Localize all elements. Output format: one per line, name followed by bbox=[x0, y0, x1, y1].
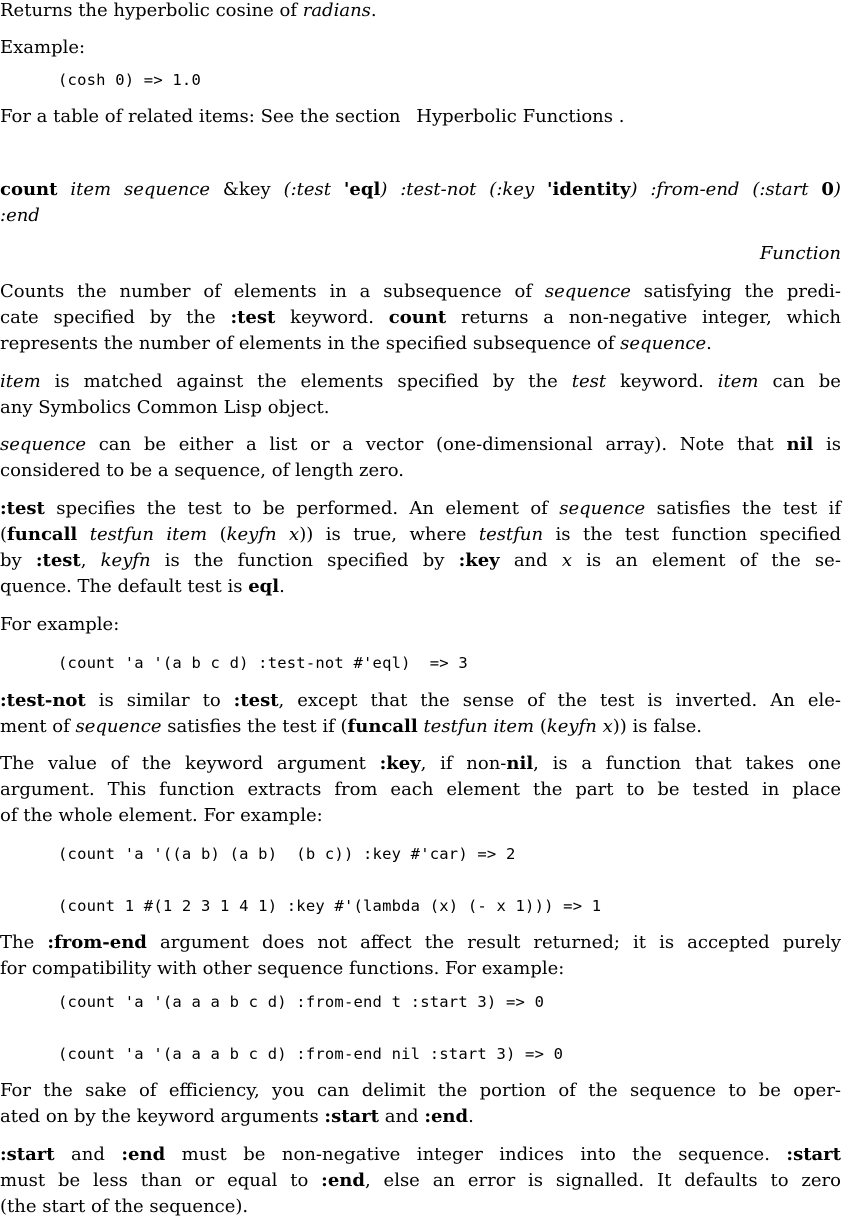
signature-part: :end bbox=[0, 205, 40, 226]
intro-line bbox=[0, 0, 841, 22]
text: returns a non-negative integer, which bbox=[461, 307, 841, 328]
text: specifies the test to be performed. An element of bbox=[56, 498, 548, 519]
text: must be less than or equal to bbox=[0, 1170, 309, 1191]
text: x bbox=[561, 550, 572, 571]
text: testfun item bbox=[89, 524, 208, 545]
paragraph-line bbox=[0, 281, 841, 303]
example-label: Example: bbox=[0, 37, 86, 58]
text: satisfies the test if ( bbox=[167, 716, 348, 737]
paragraph-line bbox=[0, 716, 841, 738]
paragraph-line bbox=[0, 550, 841, 572]
text: :test bbox=[233, 690, 279, 711]
code-example-test-not: (count 'a '(a b c d) :test-not #'eql) => 3 bbox=[58, 654, 468, 672]
text: can be either a list or a vector (one-dimensional array). Note that bbox=[98, 434, 774, 455]
paragraph-line bbox=[0, 1106, 841, 1128]
paragraph-line bbox=[0, 576, 841, 598]
function-signature bbox=[0, 179, 841, 201]
text: , is a function that takes one bbox=[533, 753, 841, 774]
text: argument does not affect the result returned; it is accepted purely bbox=[159, 932, 841, 953]
text: :test bbox=[230, 307, 276, 328]
code-example-from-end-nil: (count 'a '(a a a b c d) :from-end nil :start 3) => 0 bbox=[58, 1045, 564, 1063]
text: and bbox=[384, 1106, 419, 1127]
text: testfun item bbox=[423, 716, 535, 737]
text: . bbox=[706, 333, 712, 354]
text: . bbox=[279, 576, 285, 597]
paragraph-line: (the start of the sequence). bbox=[0, 1196, 249, 1217]
text: test bbox=[571, 371, 607, 392]
text: can be bbox=[772, 371, 841, 392]
text: is the test function specified bbox=[555, 524, 841, 545]
text: sequence bbox=[0, 434, 86, 455]
text: The value of the keyword argument bbox=[0, 753, 366, 774]
text: Returns the hyperbolic cosine of bbox=[0, 0, 297, 21]
text: represents the number of elements in the specified subsequence of bbox=[0, 333, 615, 354]
entry-type-label: Function bbox=[759, 243, 841, 264]
entry-type bbox=[0, 243, 841, 265]
text: ment of bbox=[0, 716, 70, 737]
text: ( bbox=[219, 524, 227, 545]
text: :end bbox=[321, 1170, 365, 1191]
code-example-key-car: (count 'a '((a b) (a b) (b c)) :key #'car) => 2 bbox=[58, 845, 516, 863]
text: funcall bbox=[7, 524, 78, 545]
code-example-from-end-t: (count 'a '(a a a b c d) :from-end t :start 3) => 0 bbox=[58, 993, 545, 1011]
paragraph-line bbox=[0, 434, 841, 456]
text: , bbox=[80, 550, 87, 571]
text: , except that the sense of the test is inverted. An ele- bbox=[278, 690, 841, 711]
text: :test bbox=[35, 550, 81, 571]
paragraph-line: any Symbolics Common Lisp object. bbox=[0, 397, 330, 418]
signature-part: ) :from-end (:start bbox=[630, 179, 809, 200]
signature-part: 0 bbox=[821, 179, 834, 200]
text: . bbox=[618, 106, 625, 127]
signature-part: ) bbox=[833, 179, 841, 200]
text: keyfn bbox=[100, 550, 151, 571]
paragraph-line: considered to be a sequence, of length zero. bbox=[0, 460, 405, 481]
text: ated on by the keyword arguments bbox=[0, 1106, 319, 1127]
paragraph-line bbox=[0, 690, 841, 712]
for-example-label: For example: bbox=[0, 614, 120, 635]
text: is matched against the elements specified by the bbox=[54, 371, 558, 392]
text: keyword. bbox=[620, 371, 704, 392]
text: sequence bbox=[620, 333, 707, 354]
text: eql bbox=[248, 576, 280, 597]
paragraph-line: for compatibility with other sequence functions. For example: bbox=[0, 958, 565, 979]
text: :key bbox=[379, 753, 421, 774]
text: :key bbox=[458, 550, 500, 571]
text: :from-end bbox=[47, 932, 147, 953]
paragraph-line: of the whole element. For example: bbox=[0, 805, 323, 826]
text: quence. The default test is bbox=[0, 576, 243, 597]
text: sequence bbox=[559, 498, 646, 519]
text: by bbox=[0, 550, 22, 571]
text: )) is false. bbox=[612, 716, 702, 737]
text: funcall bbox=[347, 716, 418, 737]
text: nil bbox=[786, 434, 814, 455]
signature-part: 'identity bbox=[547, 179, 631, 200]
text: :test bbox=[0, 498, 45, 519]
text: :start bbox=[786, 1144, 841, 1165]
param-radians: radians bbox=[302, 0, 371, 21]
see-also-line bbox=[0, 106, 841, 128]
text: ( bbox=[0, 524, 8, 545]
text: :start bbox=[324, 1106, 379, 1127]
text: nil bbox=[506, 753, 534, 774]
paragraph-line bbox=[0, 1144, 841, 1166]
paragraph-line bbox=[0, 498, 841, 520]
function-name: count bbox=[0, 179, 58, 200]
text: . bbox=[370, 0, 377, 21]
text: keyfn x bbox=[546, 716, 613, 737]
paragraph-line bbox=[0, 371, 841, 393]
text: Counts the number of elements in a subsequence of bbox=[0, 281, 532, 302]
code-example-key-lambda: (count 1 #(1 2 3 1 4 1) :key #'(lambda (x) (- x 1))) => 1 bbox=[58, 897, 602, 915]
text: item bbox=[0, 371, 41, 392]
text: keyfn x bbox=[226, 524, 300, 545]
signature-part: (:test bbox=[283, 179, 332, 200]
text: :start bbox=[0, 1144, 55, 1165]
paragraph-line bbox=[0, 524, 841, 546]
paragraph-line: argument. This function extracts from each element the part to be tested in place bbox=[0, 779, 841, 800]
text: , else an error is signalled. It defaults to zero bbox=[364, 1170, 841, 1191]
text: is similar to bbox=[98, 690, 221, 711]
text: testfun bbox=[478, 524, 544, 545]
paragraph-line bbox=[0, 307, 841, 329]
text: :end bbox=[424, 1106, 469, 1127]
text: The bbox=[0, 932, 35, 953]
text: ( bbox=[539, 716, 547, 737]
paragraph-line bbox=[0, 753, 841, 775]
paragraph-line bbox=[0, 1170, 841, 1192]
signature-part: &key bbox=[222, 179, 271, 200]
text: keyword. bbox=[290, 307, 374, 328]
signature-part: item sequence bbox=[70, 179, 210, 200]
text: , if non- bbox=[420, 753, 507, 774]
code-example-cosh: (cosh 0) => 1.0 bbox=[58, 71, 201, 89]
paragraph-line bbox=[0, 932, 841, 954]
text: sequence bbox=[544, 281, 631, 302]
text: For a table of related items: See the section bbox=[0, 106, 401, 127]
signature-part: 'eql bbox=[343, 179, 381, 200]
text: :end bbox=[121, 1144, 166, 1165]
text: is an element of the se- bbox=[586, 550, 841, 571]
signature-part: ) :test-not (:key bbox=[380, 179, 535, 200]
text: is bbox=[825, 434, 841, 455]
text: count bbox=[388, 307, 447, 328]
text: and bbox=[513, 550, 548, 571]
text: sequence bbox=[75, 716, 162, 737]
text: satisfying the predi- bbox=[643, 281, 841, 302]
paragraph-line: For the sake of efficiency, you can delimit the portion of the sequence to be oper- bbox=[0, 1080, 841, 1101]
text: item bbox=[717, 371, 759, 392]
text: )) is true, where bbox=[299, 524, 467, 545]
text: . bbox=[468, 1106, 474, 1127]
text: is the function specified by bbox=[164, 550, 445, 571]
text: cate specified by the bbox=[0, 307, 216, 328]
text: :test-not bbox=[0, 690, 86, 711]
paragraph-line bbox=[0, 333, 841, 355]
text: satisfies the test if bbox=[656, 498, 841, 519]
text: must be non-negative integer indices into the sequence. bbox=[181, 1144, 770, 1165]
text: and bbox=[71, 1144, 105, 1165]
signature-continuation bbox=[0, 205, 841, 227]
see-also-link[interactable]: Hyperbolic Functions bbox=[416, 106, 613, 127]
